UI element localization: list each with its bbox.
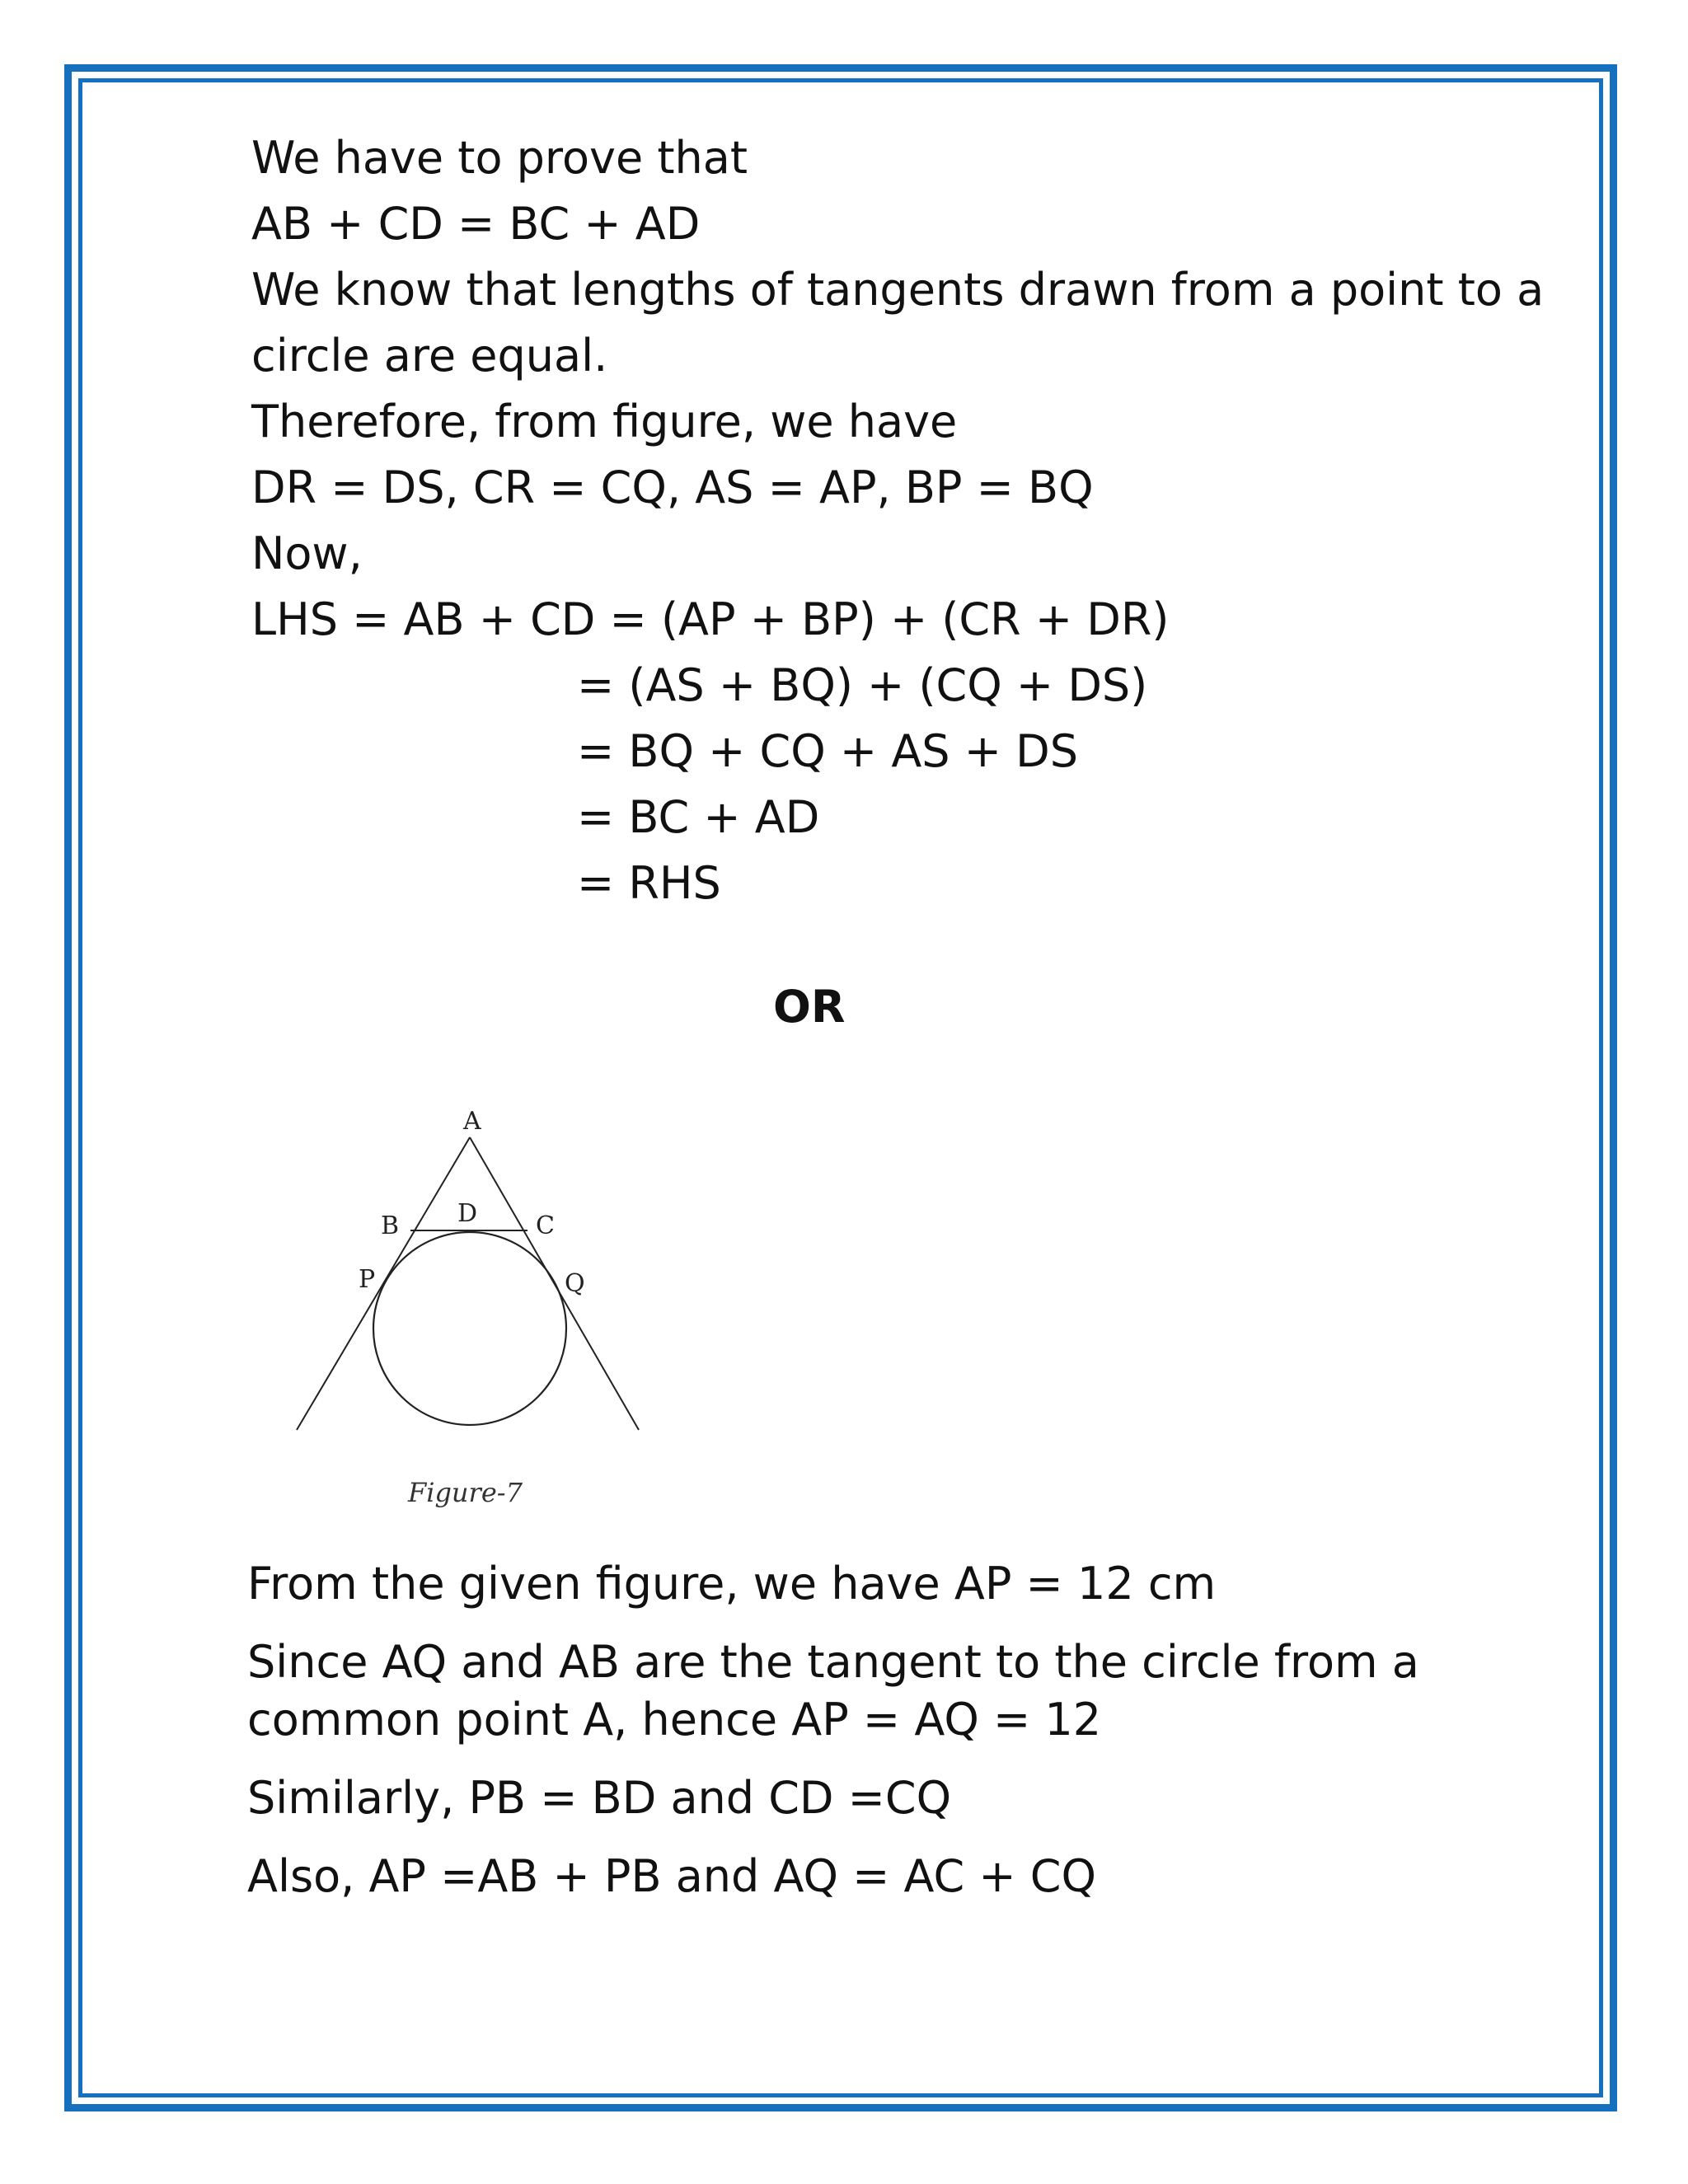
- proof-line-4: circle are equal.: [251, 330, 608, 382]
- proof-now: Now,: [251, 527, 363, 579]
- proof-lhs: LHS = AB + CD = (AP + BP) + (CR + DR): [251, 593, 1170, 645]
- proof-line-3: We know that lengths of tangents drawn from a point to a: [251, 264, 1545, 316]
- solution-line-5: Also, AP =AB + PB and AQ = AC + CQ: [247, 1850, 1097, 1902]
- proof-equation-goal: AB + CD = BC + AD: [251, 198, 701, 250]
- label-q: Q: [565, 1269, 585, 1298]
- tangent-line-left: [297, 1137, 470, 1430]
- label-d: D: [457, 1199, 478, 1228]
- proof-line-5: Therefore, from figure, we have: [251, 396, 958, 448]
- figure-caption: Figure-7: [408, 1477, 523, 1508]
- proof-step-3: = BC + AD: [577, 791, 820, 843]
- solution-line-4: Similarly, PB = BD and CD =CQ: [247, 1772, 952, 1824]
- proof-rhs: = RHS: [577, 857, 721, 909]
- label-a: A: [463, 1107, 481, 1136]
- solution-line-3: common point A, hence AP = AQ = 12: [247, 1694, 1102, 1746]
- proof-step-2: = BQ + CQ + AS + DS: [577, 725, 1078, 777]
- proof-equalities: DR = DS, CR = CQ, AS = AP, BP = BQ: [251, 462, 1094, 513]
- label-b: B: [381, 1212, 400, 1240]
- solution-line-2: Since AQ and AB are the tangent to the circle from a: [247, 1636, 1419, 1688]
- label-c: C: [536, 1212, 555, 1240]
- or-heading: OR: [773, 981, 846, 1033]
- figure-7-diagram: [280, 1092, 676, 1521]
- solution-line-1: From the given figure, we have AP = 12 cm: [247, 1558, 1217, 1610]
- proof-step-1: = (AS + BQ) + (CQ + DS): [577, 659, 1148, 711]
- proof-line-1: We have to prove that: [251, 132, 748, 184]
- label-p: P: [359, 1265, 376, 1294]
- inscribed-circle: [373, 1232, 566, 1425]
